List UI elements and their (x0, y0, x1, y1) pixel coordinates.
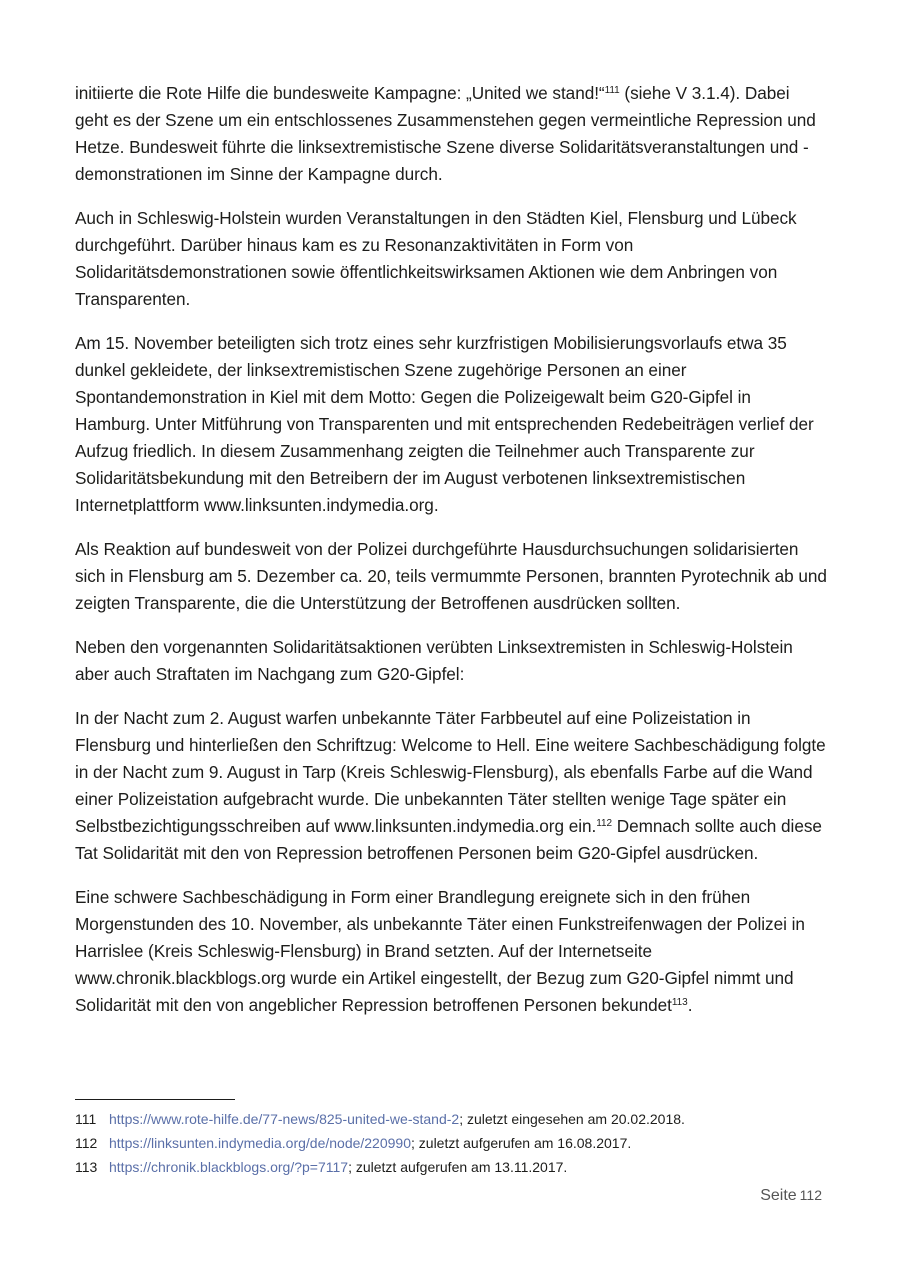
page-number: Seite 112 (760, 1187, 822, 1204)
paragraph-1: initiierte die Rote Hilfe die bundesweite Kampagne: „United we stand!“$^{111}$ (siehe V 3.1.4). Dabei geht es der Szene um ein entschlossenes Zusammenstehen gegen vermeintliche Repression und Hetze. Bundesweit führte die linksextremistische Szene diverse Solidaritätsveranstaltungen und -demonstrationen im Sinne der Kampagne durch. (75, 83, 816, 184)
footnotes (75, 1107, 827, 1179)
footnote-ref-112[interactable]: 112 (596, 818, 613, 829)
paragraph-7: Eine schwere Sachbeschädigung in Form einer Brandlegung ereignete sich in den frühen Morgenstunden des 10. November, als unbekannte Täter einen Funkstreifenwagen der Polizei in Harrislee (Kreis Schleswig-Flensburg) in Brand setzten. Auf der Internetseite www.chronik.blackblogs.org wurde ein Artikel eingestellt, der Bezug zum G20-Gipfel nimmt und Solidarität mit den von angeblicher Repression betroffenen Personen bekundet$^{113}$. (75, 887, 805, 1015)
footnote-link-112[interactable]: https://linksunten.indymedia.org/de/node/220990 (109, 1135, 411, 1151)
paragraph-3: Am 15. November beteiligten sich trotz eines sehr kurzfristigen Mobilisierungsvorlaufs etwa 35 dunkel gekleidete, der linksextremistischen Szene zugehörige Personen an einer Spontandemonstration in Kiel mit dem Motto: Gegen die Polizeigewalt beim G20-Gipfel in Hamburg. Unter Mitführung von Transparenten und mit entsprechenden Redebeiträgen verlief der Aufzug friedlich. In diesem Zusammenhang zeigten die Teilnehmer auch Transparente zur Solidaritätsbekundung mit den Betreibern der im August verbotenen linksextremistischen Internetplattform www.linksunten.indymedia.org. (75, 333, 814, 515)
footnote-link-113[interactable]: https://chronik.blackblogs.org/?p=7117 (109, 1159, 349, 1175)
footnote-link-111[interactable]: https://www.rote-hilfe.de/77-news/825-united-we-stand-2 (109, 1111, 460, 1127)
paragraph-2: Auch in Schleswig-Holstein wurden Veranstaltungen in den Städten Kiel, Flensburg und Lübeck durchgeführt. Darüber hinaus kam es zu Resonanzaktivitäten in Form von Solidaritätsdemonstrationen sowie öffentlichkeitswirksamen Aktionen wie dem Anbringen von Transparenten. (75, 208, 797, 309)
paragraph-6: In der Nacht zum 2. August warfen unbekannte Täter Farbbeutel auf eine Polizeistation in Flensburg und hinterließen den Schriftzug: Welcome to Hell. Eine weitere Sachbeschädigung folgte in der Nacht zum 9. August in Tarp (Kreis Schleswig-Flensburg), als ebenfalls Farbe auf die Wand einer Polizeistation aufgebracht wurde. Die unbekannten Täter stellten wenige Tage später ein Selbstbezichtigungsschreiben auf www.linksunten.indymedia.org ein.$^{112}$ Demnach sollte auch diese Tat Solidarität mit den von Repression betroffenen Personen beim G20-Gipfel ausdrücken. (75, 708, 826, 863)
footnote-112: 112 https://linksunten.indymedia.org/de/node/220990; zuletzt aufgerufen am 16.08.2017. (75, 1135, 632, 1151)
footnote-divider (75, 1099, 235, 1100)
footnote-113: 113 https://chronik.blackblogs.org/?p=7117; zuletzt aufgerufen am 13.11.2017. (75, 1159, 568, 1175)
footnote-111: 111 https://www.rote-hilfe.de/77-news/825-united-we-stand-2; zuletzt eingesehen am 20.02.2018. (75, 1111, 685, 1127)
paragraph-4: Als Reaktion auf bundesweit von der Polizei durchgeführte Hausdurchsuchungen solidarisierten sich in Flensburg am 5. Dezember ca. 20, teils vermummte Personen, brannten Pyrotechnik ab und zeigten Transparente, die die Unterstützung der Betroffenen ausdrücken sollten. (75, 539, 827, 613)
paragraph-5: Neben den vorgenannten Solidaritätsaktionen verübten Linksextremisten in Schleswig-Holstein aber auch Straftaten im Nachgang zum G20-Gipfel: (75, 637, 793, 684)
body-text (75, 80, 827, 1036)
footnote-ref-111[interactable]: 111 (604, 85, 620, 96)
footnote-ref-113[interactable]: 113 (671, 997, 688, 1008)
